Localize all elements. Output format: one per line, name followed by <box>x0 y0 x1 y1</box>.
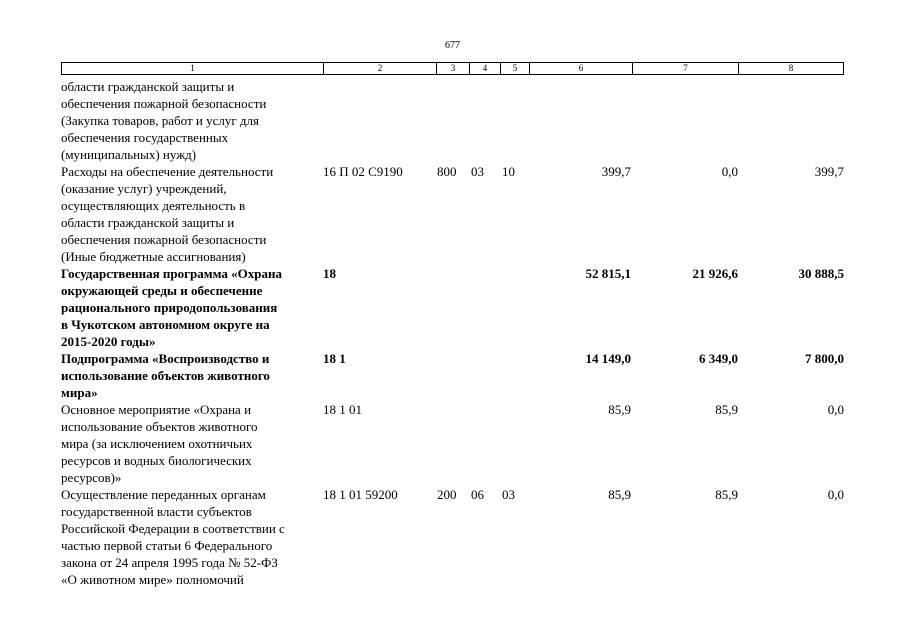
row-name <box>61 401 323 486</box>
header-col-8: 8 <box>788 63 794 73</box>
row-code: 18 <box>323 266 336 281</box>
row-name-line: (муниципальных) нужд) <box>61 147 197 162</box>
row-name-line: Подпрограмма «Воспроизводство и <box>61 351 270 366</box>
row-section: 03 <box>471 164 484 179</box>
row-name-line: ресурсов)» <box>61 470 122 485</box>
row-name-line: закона от 24 апреля 1995 года № 52-ФЗ <box>61 555 278 570</box>
row-name-line: области гражданской защиты и <box>61 79 235 94</box>
row-name-line: ресурсов и водных биологических <box>61 453 252 468</box>
row-subsection: 10 <box>502 164 515 179</box>
row-name-line: (оказание услуг) учреждений, <box>61 181 227 196</box>
row-value-8: 0,0 <box>827 487 844 502</box>
row-expense-type: 800 <box>437 164 457 179</box>
row-name-line: Государственная программа «Охрана <box>61 266 282 281</box>
row-total: 85,9 <box>608 487 631 502</box>
header-col-7: 7 <box>633 63 739 74</box>
row-name-line: осуществляющих деятельность в <box>61 198 246 213</box>
row-name-line: мира» <box>61 385 98 400</box>
header-col-5: 5 <box>501 63 530 74</box>
table-row <box>0 163 905 265</box>
header-col-2: 2 <box>324 63 437 74</box>
row-code: 18 1 01 <box>323 402 362 417</box>
table-row <box>0 350 905 401</box>
row-section: 06 <box>471 487 484 502</box>
row-name <box>61 486 323 588</box>
row-total: 52 815,1 <box>585 266 631 281</box>
row-name <box>61 163 323 265</box>
row-name-line: Основное мероприятие «Охрана и <box>61 402 252 417</box>
header-col-3: 3 <box>437 63 470 74</box>
row-value-7: 6 349,0 <box>699 351 738 366</box>
row-name-line: использование объектов животного <box>61 419 258 434</box>
row-name-line: государственной власти субъектов <box>61 504 252 519</box>
row-code: 18 1 <box>323 351 346 366</box>
row-name-line: обеспечения государственных <box>61 130 229 145</box>
table-row <box>0 486 905 588</box>
row-code: 16 П 02 С9190 <box>323 164 403 179</box>
row-value-7: 85,9 <box>715 402 738 417</box>
row-name-line: частью первой статьи 6 Федерального <box>61 538 273 553</box>
row-value-7: 21 926,6 <box>692 266 738 281</box>
row-value-7: 85,9 <box>715 487 738 502</box>
row-name <box>61 350 323 401</box>
row-total: 399,7 <box>601 164 631 179</box>
page-number: 677 <box>445 40 460 51</box>
row-value-8: 30 888,5 <box>798 266 844 281</box>
row-name-line: обеспечения пожарной безопасности <box>61 232 267 247</box>
row-name-line: окружающей среды и обеспечение <box>61 283 263 298</box>
row-subsection: 03 <box>502 487 515 502</box>
row-name-line: использование объектов животного <box>61 368 270 383</box>
row-name-line: 2015-2020 годы» <box>61 334 156 349</box>
row-name-line: Осуществление переданных органам <box>61 487 266 502</box>
row-name-line: (Закупка товаров, работ и услуг для <box>61 113 259 128</box>
row-value-8: 7 800,0 <box>805 351 844 366</box>
row-value-8: 0,0 <box>827 402 844 417</box>
row-name <box>61 265 323 350</box>
table-row <box>0 78 905 163</box>
row-name-line: Расходы на обеспечение деятельности <box>61 164 274 179</box>
row-name-line: (Иные бюджетные ассигнования) <box>61 249 246 264</box>
row-name-line: «О животном мире» полномочий <box>61 572 244 587</box>
header-col-6: 6 <box>530 63 633 74</box>
table-row <box>0 265 905 350</box>
table-row <box>0 401 905 486</box>
row-expense-type: 200 <box>437 487 457 502</box>
header-col-1: 1 <box>62 63 324 74</box>
row-name <box>61 78 323 163</box>
row-name-line: мира (за исключением охотничьих <box>61 436 253 451</box>
row-value-8: 399,7 <box>814 164 844 179</box>
header-col-4: 4 <box>470 63 501 74</box>
row-name-line: области гражданской защиты и <box>61 215 235 230</box>
row-code: 18 1 01 59200 <box>323 487 398 502</box>
row-total: 14 149,0 <box>585 351 631 366</box>
row-name-line: рационального природопользования <box>61 300 278 315</box>
row-name-line: Российской Федерации в соответствии с <box>61 521 285 536</box>
row-total: 85,9 <box>608 402 631 417</box>
row-value-7: 0,0 <box>721 164 738 179</box>
table-body <box>0 78 905 588</box>
row-name-line: обеспечения пожарной безопасности <box>61 96 267 111</box>
table-header <box>61 62 844 75</box>
row-name-line: в Чукотском автономном округе на <box>61 317 270 332</box>
